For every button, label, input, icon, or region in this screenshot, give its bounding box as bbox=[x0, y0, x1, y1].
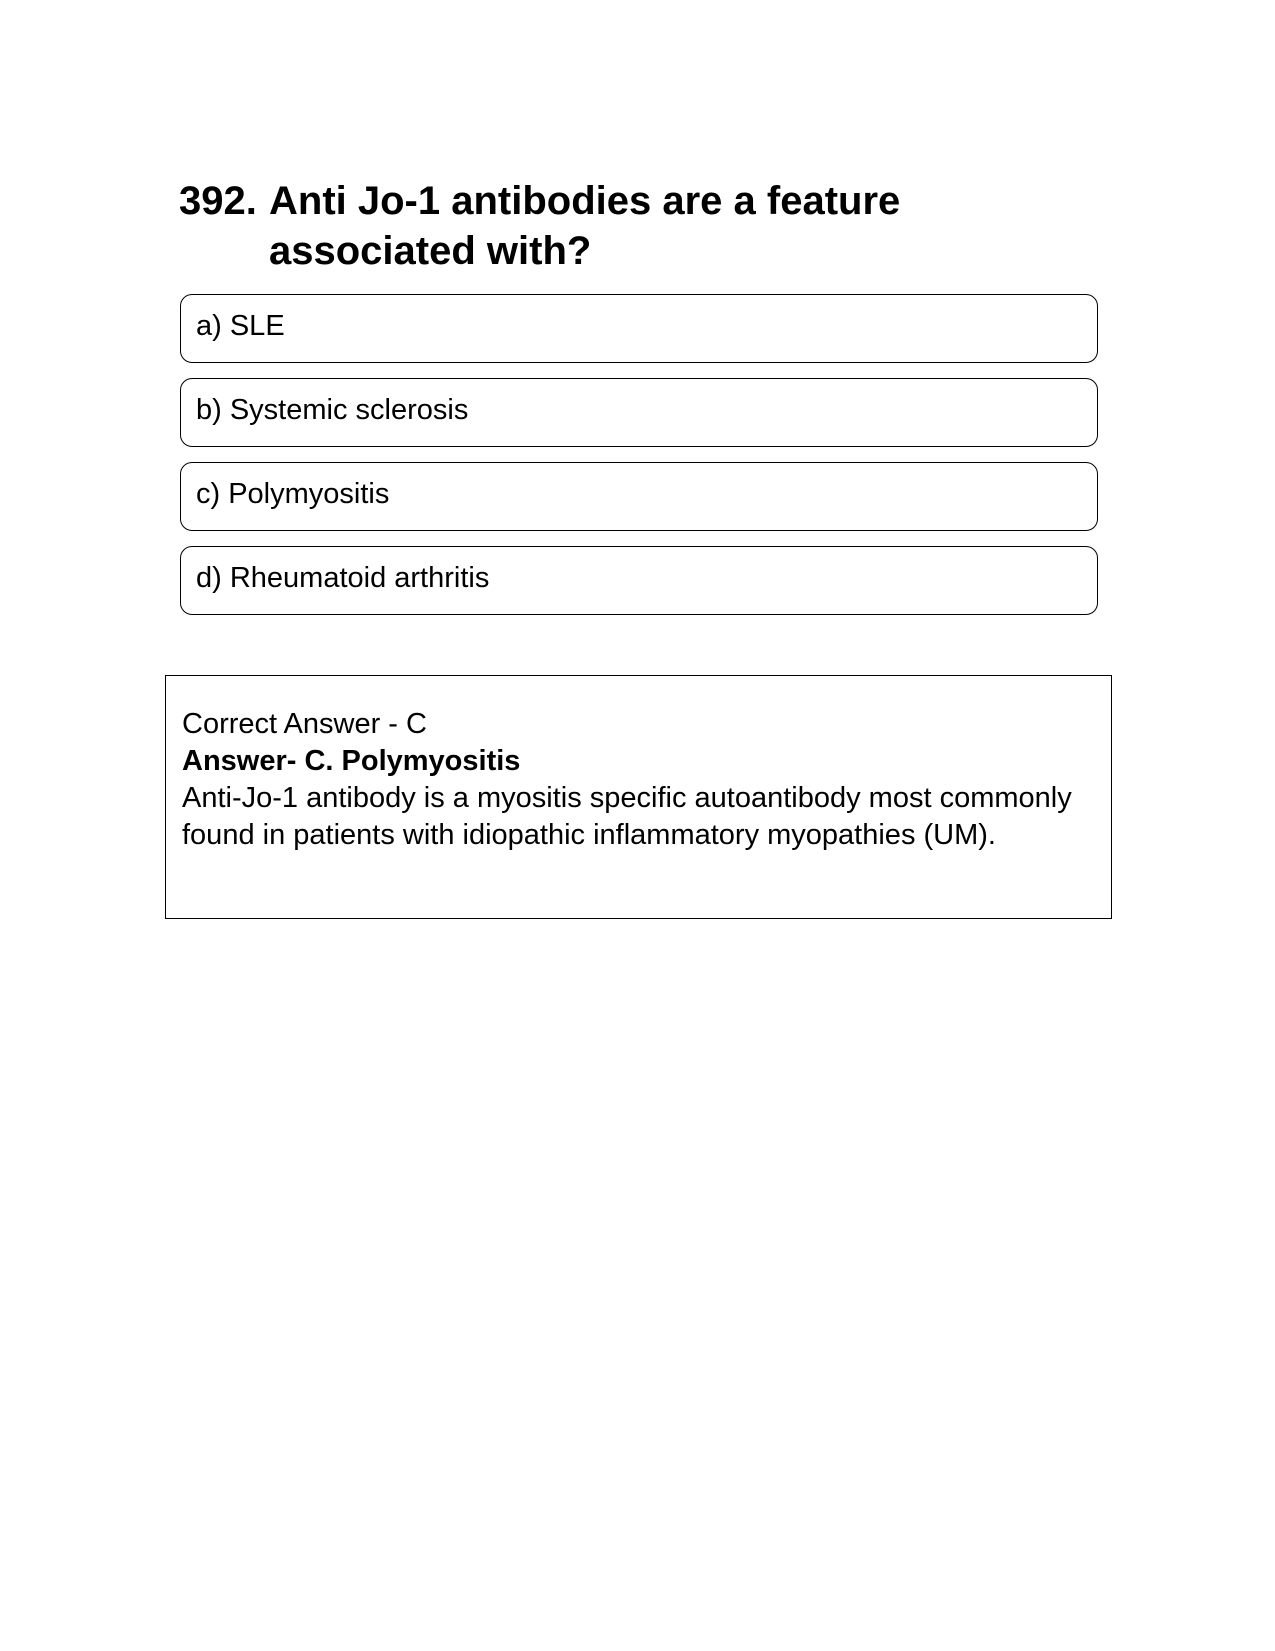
option-b-label: b) Systemic sclerosis bbox=[196, 394, 469, 426]
answer-explanation: Anti-Jo-1 antibody is a myositis specific autoantibody most commonly found in patients with idiopathic inflammatory myopathies (UM). bbox=[182, 782, 1072, 851]
option-a[interactable] bbox=[180, 294, 1098, 363]
question-text: Anti Jo-1 antibodies are a feature associated with? bbox=[269, 179, 901, 273]
option-c-label: c) Polymyositis bbox=[196, 478, 390, 510]
option-d-label: d) Rheumatoid arthritis bbox=[196, 562, 490, 594]
question-number: 392. bbox=[179, 179, 257, 223]
option-a-label: a) SLE bbox=[196, 310, 285, 342]
option-c[interactable] bbox=[180, 462, 1098, 531]
options-list bbox=[180, 294, 1098, 630]
option-b[interactable] bbox=[180, 378, 1098, 447]
answer-title: Answer- C. Polymyositis bbox=[182, 745, 521, 777]
answer-box bbox=[165, 675, 1112, 919]
option-d[interactable] bbox=[180, 546, 1098, 615]
question-heading bbox=[179, 176, 959, 276]
correct-answer-line: Correct Answer - C bbox=[182, 708, 427, 740]
